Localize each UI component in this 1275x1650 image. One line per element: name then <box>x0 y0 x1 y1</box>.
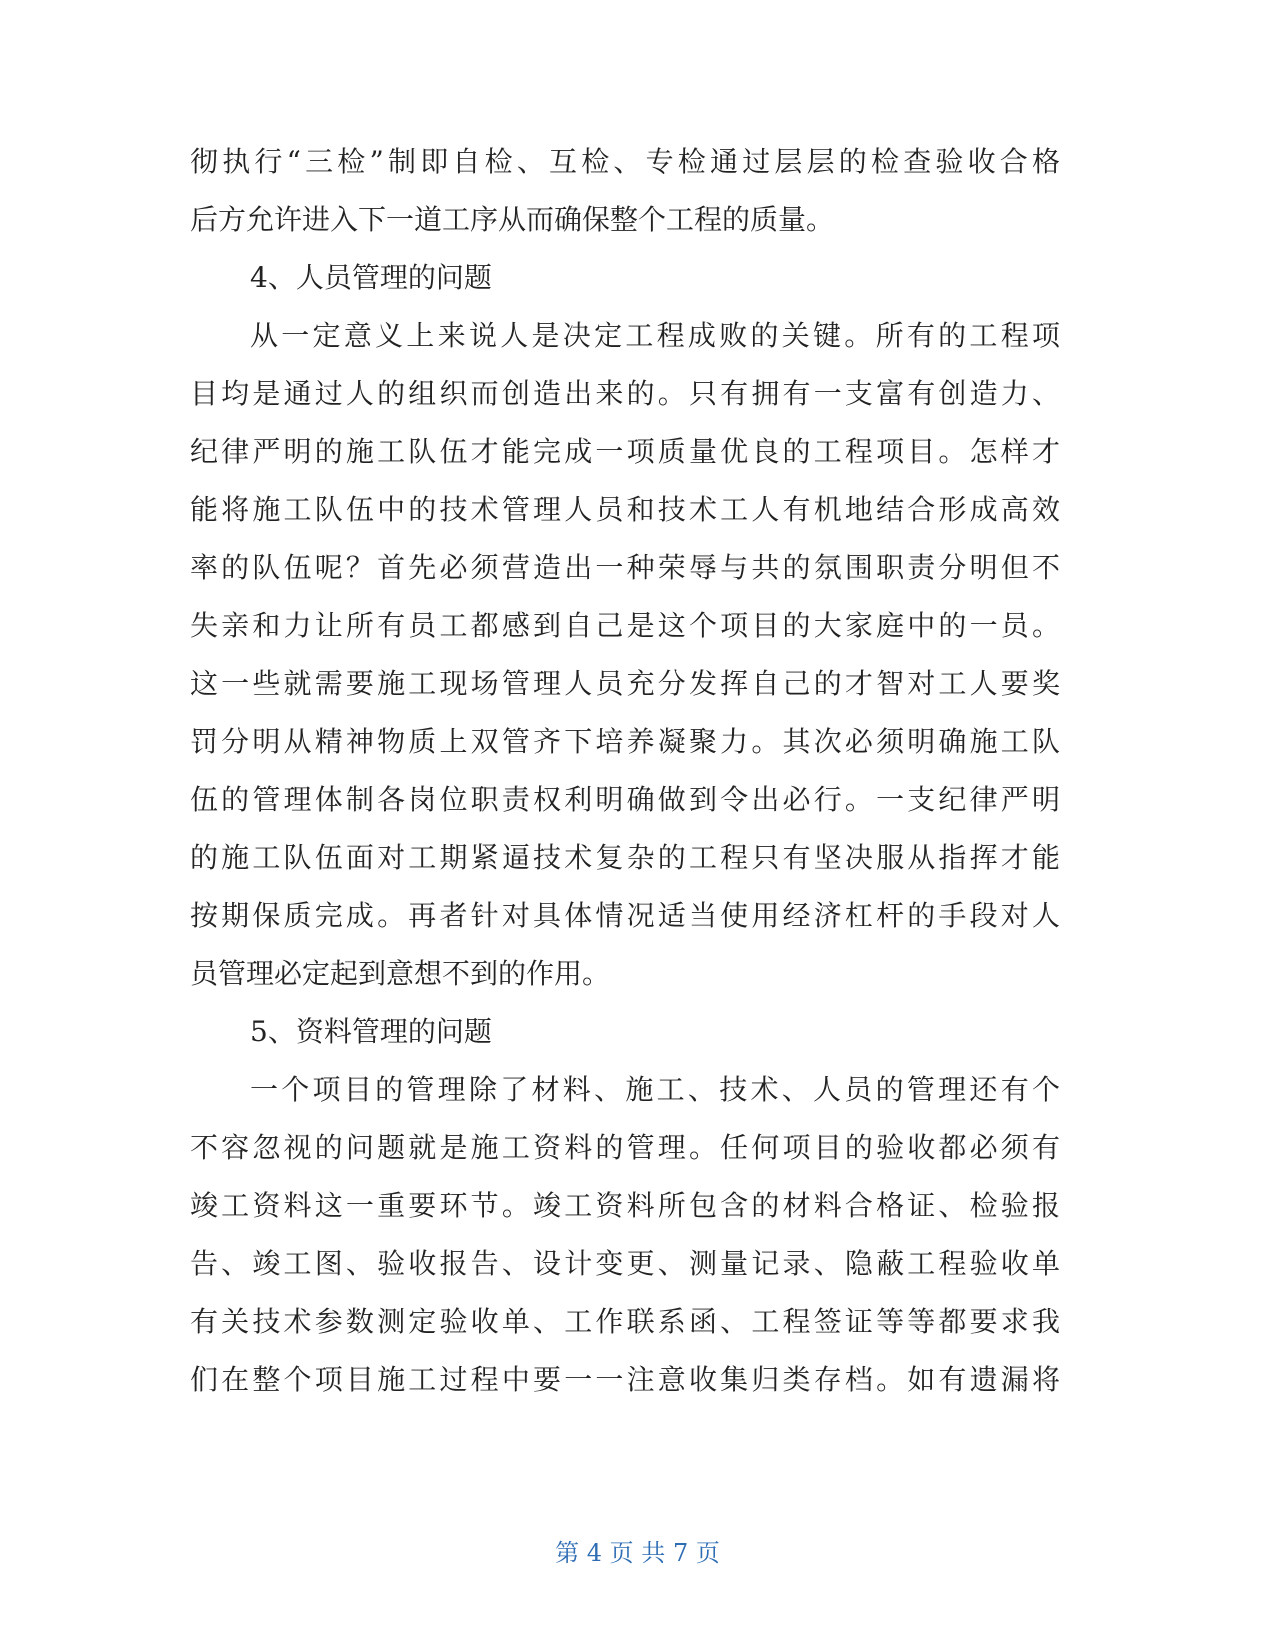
text-line: 有关技术参数测定验收单、工作联系函、工程签证等等都要求我 <box>190 1305 1060 1338</box>
text-line: 罚分明从精神物质上双管齐下培养凝聚力。其次必须明确施工队 <box>190 725 1060 758</box>
text-line: 失亲和力让所有员工都感到自己是这个项目的大家庭中的一员。 <box>190 609 1060 642</box>
text-line: 这一些就需要施工现场管理人员充分发挥自己的才智对工人要奖 <box>190 667 1060 700</box>
text-line: 率的队伍呢？首先必须营造出一种荣辱与共的氛围职责分明但不 <box>190 551 1060 584</box>
section-heading: 4、人员管理的问题 <box>250 261 492 294</box>
text-line: 按期保质完成。再者针对具体情况适当使用经济杠杆的手段对人 <box>190 899 1060 932</box>
text-line: 们在整个项目施工过程中要一一注意收集归类存档。如有遗漏将 <box>190 1363 1060 1396</box>
text-line: 后方允许进入下一道工序从而确保整个工程的质量。 <box>190 203 835 236</box>
text-line: 目均是通过人的组织而创造出来的。只有拥有一支富有创造力、 <box>190 377 1060 410</box>
text-line: 伍的管理体制各岗位职责权利明确做到令出必行。一支纪律严明 <box>190 783 1060 816</box>
section-heading: 5、资料管理的问题 <box>250 1015 492 1048</box>
paragraph-first-line: 从一定意义上来说人是决定工程成败的关键。所有的工程项 <box>250 319 1060 352</box>
text-line: 员管理必定起到意想不到的作用。 <box>190 957 611 990</box>
text-line: 不容忽视的问题就是施工资料的管理。任何项目的验收都必须有 <box>190 1131 1060 1164</box>
text-line: 的施工队伍面对工期紧逼技术复杂的工程只有坚决服从指挥才能 <box>190 841 1060 874</box>
text-line: 纪律严明的施工队伍才能完成一项质量优良的工程项目。怎样才 <box>190 435 1060 468</box>
paragraph-first-line: 一个项目的管理除了材料、施工、技术、人员的管理还有个 <box>250 1073 1060 1106</box>
text-line: 彻执行“三检”制即自检、互检、专检通过层层的检查验收合格 <box>190 145 1060 178</box>
text-line: 能将施工队伍中的技术管理人员和技术工人有机地结合形成高效 <box>190 493 1060 526</box>
text-line: 竣工资料这一重要环节。竣工资料所包含的材料合格证、检验报 <box>190 1189 1060 1222</box>
page-footer: 第 4 页 共 7 页 <box>555 1539 720 1567</box>
text-line: 告、竣工图、验收报告、设计变更、测量记录、隐蔽工程验收单 <box>190 1247 1060 1280</box>
